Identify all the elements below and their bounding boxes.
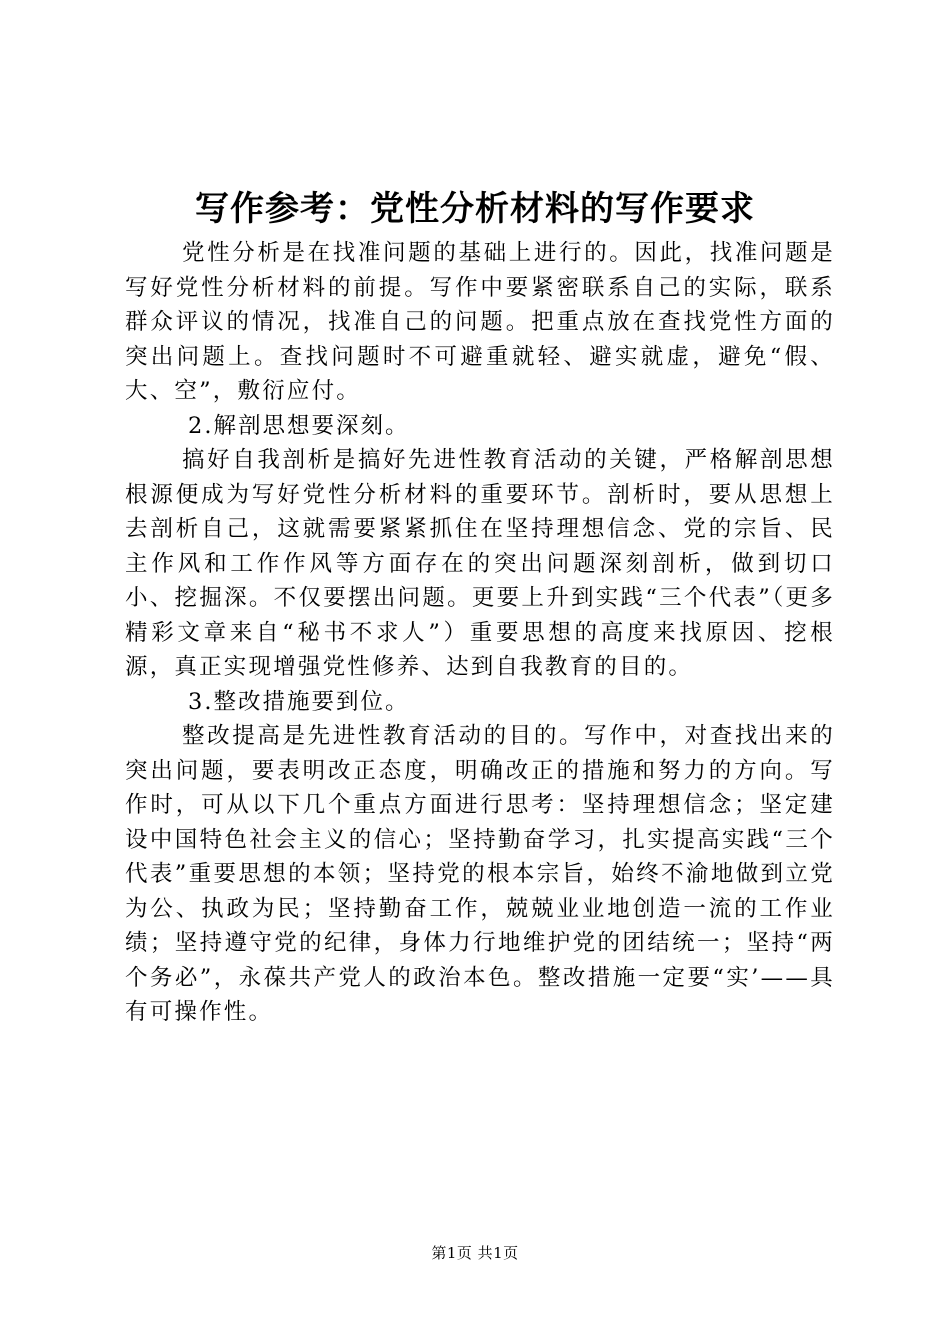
paragraph-self-analysis: 搞好自我剖析是搞好先进性教育活动的关键，严格解剖思想根源便成为写好党性分析材料的重要环节。剖析时，要从思想上去剖析自己，这就需要紧紧抓住在坚持理想信念、党的宗旨、民主作风和工作作风等方面存在的突出问题深刻剖析，做到切口小、挖掘深。不仅要摆出问题。更要上升到实践“三个代表”（更多精彩文章来自“秘书不求人”）重要思想的高度来找原因、挖根源，真正实现增强党性修养、达到自我教育的目的。 <box>125 447 835 680</box>
document-body <box>125 236 835 1030</box>
page-title: 写作参考：党性分析材料的写作要求 <box>195 189 755 229</box>
page-footer: 第1页 共1页 <box>431 1244 519 1262</box>
paragraph-problem-finding: 党性分析是在找准问题的基础上进行的。因此，找准问题是写好党性分析材料的前提。写作中要紧密联系自己的实际，联系群众评议的情况，找准自己的问题。把重点放在查找党性方面的突出问题上。查找问题时不可避重就轻、避实就虚，避免“假、大、空”，敷衍应付。 <box>125 240 835 404</box>
section-heading-rectification: 3.整改措施要到位。 <box>188 688 410 715</box>
section-heading-analysis: 2.解剖思想要深刻。 <box>188 412 410 439</box>
paragraph-rectification: 整改提高是先进性教育活动的目的。写作中，对查找出来的突出问题，要表明改正态度，明确改正的措施和努力的方向。写作时，可从以下几个重点方面进行思考：坚持理想信念；坚定建设中国特色社会主义的信心；坚持勤奋学习，扎实提高实践“三个代表”重要思想的本领；坚持党的根本宗旨，始终不渝地做到立党为公、执政为民；坚持勤奋工作，兢兢业业地创造一流的工作业绩；坚持遵守党的纪律，身体力行地维护党的团结统一；坚持“两个务必”，永葆共产党人的政治本色。整改措施一定要“实’——具有可操作性。 <box>125 723 835 1025</box>
